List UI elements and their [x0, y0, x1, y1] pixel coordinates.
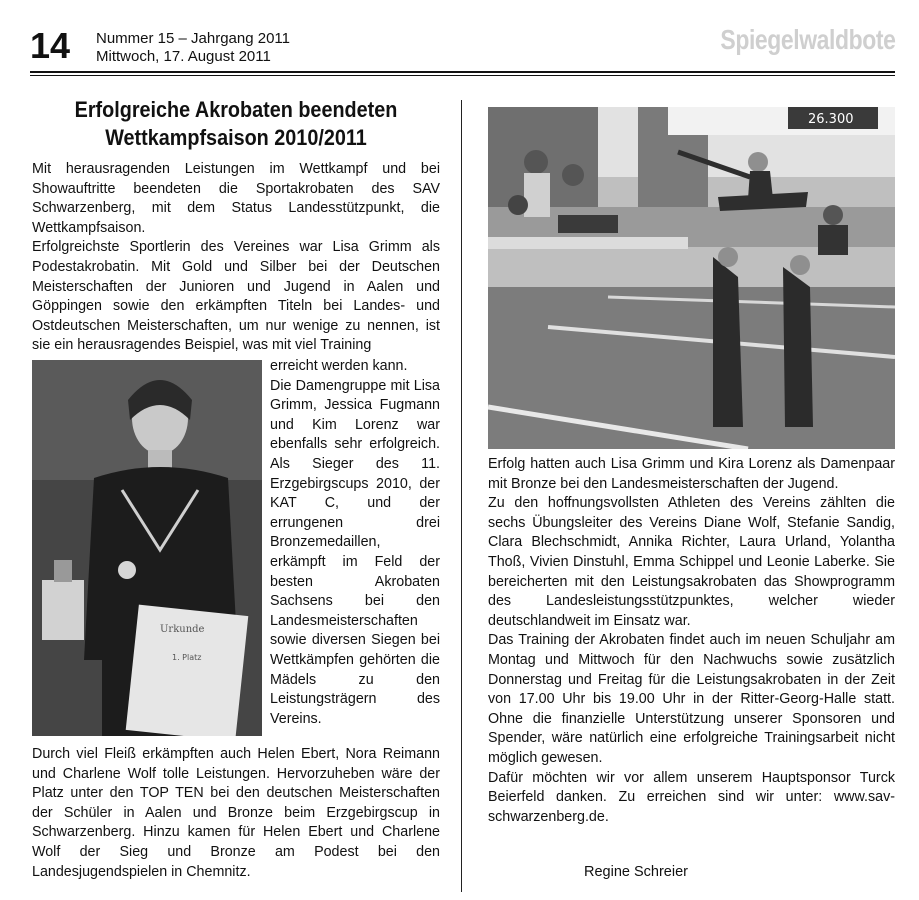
paragraph-training-cont: erreicht werden kann.	[270, 358, 408, 374]
paragraph-damengruppe: Die Damengruppe mit Lisa Grimm, Jessica Fugmann und Kim Lorenz war ebenfalls sehr erfolgreich. Als Sieger des 11. Erzgebirgscups 2010, der KAT C, und der errungenen drei Bronzemedaillen, erkämpft im Feld der besten Akrobaten Sachsens bei den Landesmeisterschaften sowie diversen Siegen bei Wettkämpfen gehörten die Mädels zu den Leistungsträgern des Vereins.	[270, 377, 440, 727]
header-rule-thin	[30, 75, 895, 76]
left-mid-text	[270, 357, 440, 729]
gym-photo	[488, 107, 895, 449]
left-bottom-text	[32, 745, 440, 882]
intro-paragraph: Mit herausragenden Leistungen im Wettkampf und bei Showauftritte beendeten die Sportakrobaten des SAV Schwarzenberg, mit dem Status Landesstützpunkt, die Wettkampfsaison.	[32, 161, 440, 236]
left-intro-text	[32, 160, 440, 356]
portrait-photo-graphic	[32, 360, 262, 736]
paragraph-training: Das Training der Akrobaten findet auch im neuen Schuljahr am Montag und Mittwoch für den Nachwuchs sowie zusätzlich Donnerstag und Freitag für die Leistungsakrobaten in der Zeit von 17.00 Uhr bis 19.00 Uhr in der Ritter-Georg-Halle statt. Ohne die finanzielle Unterstützung unserer Sponsoren und Spender, wäre natürlich eine erfolgreiche Trainingsarbeit nicht möglich gewesen.	[488, 632, 895, 766]
certificate-place: 1. Platz	[172, 653, 202, 662]
column-divider	[461, 100, 462, 892]
article-headline	[52, 96, 419, 152]
page-number: 14	[30, 25, 71, 66]
paragraph-sponsor: Dafür möchten wir vor allem unserem Hauptsponsor Turck Beierfeld danken. Zu erreichen sind wir unter: www.sav-schwarzenberg.de.	[488, 769, 895, 825]
paragraph-damenpaar: Erfolg hatten auch Lisa Grimm und Kira Lorenz als Damenpaar mit Bronze bei den Landesmeisterschaften der Jugend.	[488, 456, 895, 492]
portrait-photo	[32, 360, 262, 736]
gym-photo-graphic	[488, 107, 895, 449]
right-column-text	[488, 455, 895, 827]
paragraph-lisa-grimm: Erfolgreichste Sportlerin des Vereines war Lisa Grimm als Podestakrobatin. Mit Gold und Silber bei der Deutschen Meisterschaften der Junioren und Jugend in Aalen und Göppingen sowie den erkämpften Titeln bei Landes- und Ostdeutschen Meisterschaften, um nur wenige zu nennen, ist sie ein herausragendes Beispiel, was mit viel Training	[32, 239, 440, 354]
scoreboard-value: 26.300	[808, 112, 854, 127]
paragraph-helen-ebert: Durch viel Fleiß erkämpften auch Helen Ebert, Nora Reimann und Charlene Wolf tolle Leistungen. Hervorzuheben wäre der Platz unter den TOP TEN bei den deutschen Meisterschaften der Schüler in Aalen und Bronze beim Erzgebirgscup in Schwarzenberg. Hinzu kamen für Helen Ebert und Charlene Wolf der Sieg und Bronze am Podest bei den Landesjugendspielen in Chemnitz.	[32, 746, 440, 880]
header-rule-thick	[30, 71, 895, 73]
paragraph-athleten: Zu den hoffnungsvollsten Athleten des Vereins zählten die sechs Übungsleiter des Vereins Diane Wolf, Stefanie Sandig, Clara Blechschmidt, Annika Richter, Laura Urland, Yolantha Thoß, Vivien Dinstuhl, Emma Schippel und Leonie Laberke. Sie bereicherten mit den Leistungsakrobaten das Showprogramm des Landesleistungsstützpunktes, welcher wieder deutschlandweit im Einsatz war.	[488, 495, 895, 629]
certificate-title: Urkunde	[160, 624, 205, 635]
headline-line-2: Wettkampfsaison 2010/2011	[105, 125, 367, 150]
issue-date: Mittwoch, 17. August 2011	[96, 48, 271, 65]
headline-line-1: Erfolgreiche Akrobaten beendeten	[74, 97, 398, 122]
issue-info	[96, 30, 290, 66]
masthead: Spiegelwaldbote	[719, 24, 895, 55]
article-author: Regine Schreier	[584, 864, 688, 880]
issue-line-1: Nummer 15 – Jahrgang 2011	[96, 30, 291, 47]
